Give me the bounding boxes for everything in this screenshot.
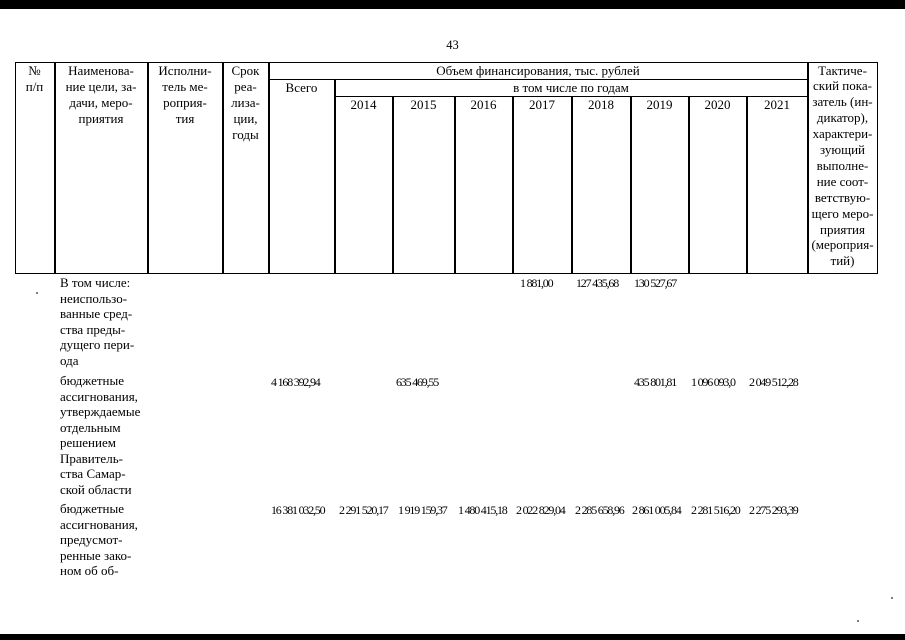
row-label-unused-funds: В том числе: неиспользо- ванные сред- ства преды- дущего пери- ода	[60, 275, 135, 368]
row3-value-2019: 2 861 005,84	[632, 503, 681, 517]
row3-value-2021: 2 275 293,39	[749, 503, 798, 517]
header-no: № п/п	[15, 62, 55, 274]
header-indicator: Тактиче- ский пока- затель (ин- дикатор), характери- зующий выполне- ние соот- ветствую- щего меро- приятия (мероприя- тий)	[808, 62, 878, 274]
top-border	[0, 0, 905, 9]
row3-value-2020: 2 281 516,20	[691, 503, 740, 517]
header-year-2017: 2017	[513, 96, 572, 274]
header-year-2015: 2015	[393, 96, 455, 274]
row2-value-2015: 635 469,55	[396, 375, 439, 389]
header-year-2020: 2020	[689, 96, 747, 274]
row3-value-2018: 2 285 658,96	[575, 503, 624, 517]
row2-value-2021: 2 049 512,28	[749, 375, 798, 389]
row-label-government-decision: бюджетные ассигнования, утверждаемые отдельным решением Правитель- ства Самар- ской области	[60, 373, 141, 497]
row2-value-2019: 435 801,81	[634, 375, 677, 389]
row1-value-2019: 130 527,67	[634, 276, 677, 290]
header-total: Всего	[269, 79, 335, 274]
header-year-2014: 2014	[335, 96, 393, 274]
header-year-2016: 2016	[455, 96, 513, 274]
bottom-border	[0, 634, 905, 640]
scan-speck	[36, 292, 38, 294]
row1-value-2018: 127 435,68	[576, 276, 619, 290]
scan-speck	[857, 620, 859, 622]
header-by-years: в том числе по годам	[335, 79, 808, 97]
header-year-2018: 2018	[572, 96, 631, 274]
row2-value-2020: 1 096 093,0	[691, 375, 735, 389]
row3-value-2014: 2 291 520,17	[339, 503, 388, 517]
header-year-2019: 2019	[631, 96, 689, 274]
row3-value-2017: 2 022 829,04	[516, 503, 565, 517]
header-year-2021: 2021	[747, 96, 808, 274]
row2-total: 4 168 392,94	[271, 375, 320, 389]
row3-value-2015: 1 919 159,37	[398, 503, 447, 517]
header-funding: Объем финансирования, тыс. рублей	[269, 62, 808, 80]
scan-speck	[891, 597, 893, 599]
row1-value-2017: 1 881,00	[520, 276, 553, 290]
header-name: Наименова- ние цели, за- дачи, меро- приятия	[55, 62, 148, 274]
header-executor: Исполни- тель ме- роприя- тия	[148, 62, 223, 274]
row3-total: 16 381 032,50	[271, 503, 325, 517]
row-label-budget-law: бюджетные ассигнования, предусмот- ренные зако- ном об об-	[60, 501, 138, 578]
header-term: Срок реа- лиза- ции, годы	[223, 62, 269, 274]
page-number: 43	[446, 38, 459, 52]
row3-value-2016: 1 480 415,18	[458, 503, 507, 517]
